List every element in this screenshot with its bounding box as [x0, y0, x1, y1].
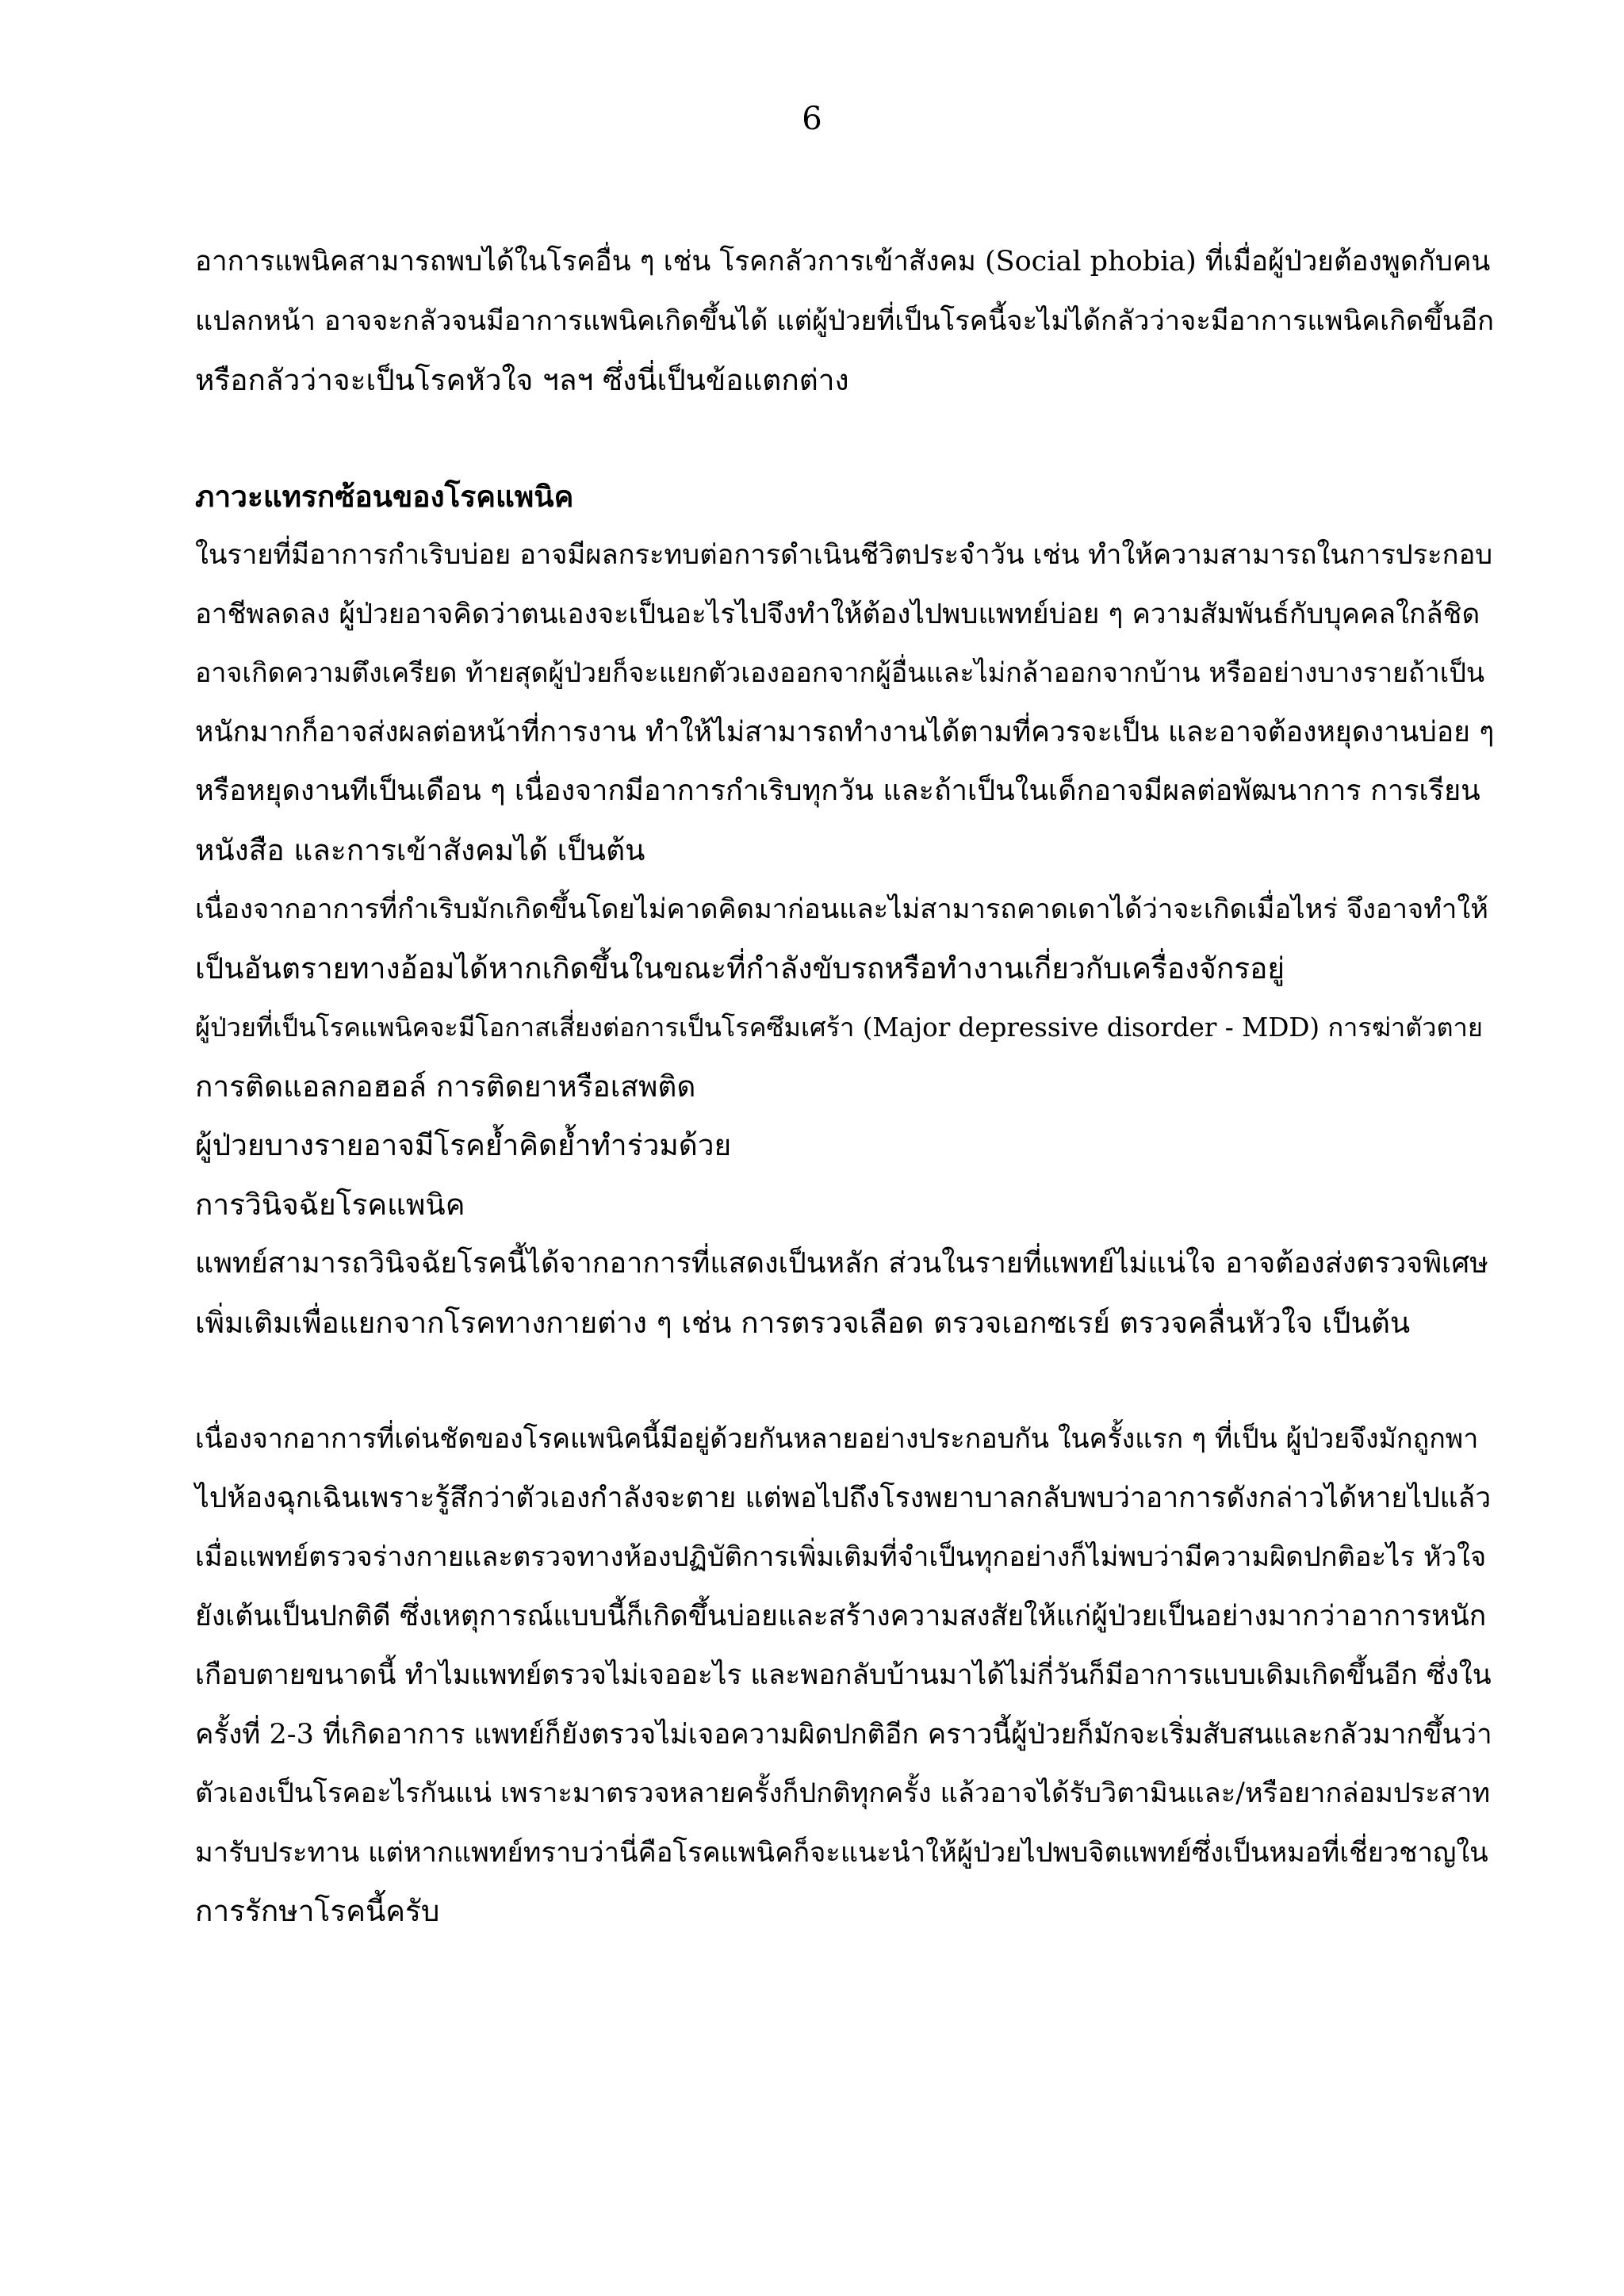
text-line: เนื่องจากอาการที่เด่นชัดของโรคแพนิคนี้มีอยู่ด้วยกันหลายอย่างประกอบกัน ในครั้งแรก ๆ ที่เป็น ผู้ป่วยจึงมักถูกพา	[195, 1423, 1479, 1455]
text-line: การรักษาโรคนี้ครับ	[195, 1894, 440, 1928]
text-line: อาการแพนิคสามารถพบได้ในโรคอื่น ๆ เช่น โรคกลัวการเข้าสังคม (Social phobia) ที่เมื่อผู้ป่วยต้องพูดกับคน	[195, 246, 1491, 277]
text-line: เกือบตายขนาดนี้ ทำไมแพทย์ตรวจไม่เจออะไร และพอกลับบ้านมาได้ไม่กี่วันก็มีอาการแบบเดิมเกิดขึ้นอีก ซึ่งใน	[195, 1659, 1492, 1691]
text-line: ตัวเองเป็นโรคอะไรกันแน่ เพราะมาตรวจหลายครั้งก็ปกติทุกครั้ง แล้วอาจได้รับวิตามินและ/หรือยากล่อมประสาท	[195, 1777, 1491, 1809]
text-line: หนังสือ และการเข้าสังคมได้ เป็นต้น	[195, 833, 645, 867]
text-line: หรือหยุดงานทีเป็นเดือน ๆ เนื่องจากมีอาการกำเริบทุกวัน และถ้าเป็นในเด็กอาจมีผลต่อพัฒนาการ การเรียน	[195, 775, 1480, 807]
text-line: อาชีพลดลง ผู้ป่วยอาจคิดว่าตนเองจะเป็นอะไรไปจึงทำให้ต้องไปพบแพทย์บ่อย ๆ ความสัมพันธ์กับบุคคลใกล้ชิด	[195, 599, 1480, 630]
text-line: ผู้ป่วยที่เป็นโรคแพนิคจะมีโอกาสเสี่ยงต่อการเป็นโรคซึมเศร้า (Major depressive disorder - MDD) การฆ่าตัวตาย	[195, 1012, 1483, 1043]
text-line: ครั้งที่ 2-3 ที่เกิดอาการ แพทย์ก็ยังตรวจไม่เจอความผิดปกติอีก คราวนี้ผู้ป่วยก็มักจะเริ่มสับสนและกลัวมากขึ้นว่า	[195, 1719, 1492, 1751]
text-line: ผู้ป่วยบางรายอาจมีโรคย้ำคิดย้ำทำร่วมด้วย	[195, 1128, 732, 1162]
text-line: แพทย์สามารถวินิจฉัยโรคนี้ได้จากอาการที่แสดงเป็นหลัก ส่วนในรายที่แพทย์ไม่แน่ใจ อาจต้องส่งตรวจพิเศษ	[195, 1247, 1488, 1280]
text-line: หนักมากก็อาจส่งผลต่อหน้าที่การงาน ทำให้ไม่สามารถทำงานได้ตามที่ควรจะเป็น และอาจต้องหยุดงานบ่อย ๆ	[195, 716, 1495, 748]
text-line: เป็นอันตรายทางอ้อมได้หากเกิดขึ้นในขณะที่กำลังขับรถหรือทำงานเกี่ยวกับเครื่องจักรอยู่	[195, 951, 1285, 985]
section-heading: ภาวะแทรกซ้อนของโรคแพนิค	[195, 479, 574, 514]
text-line: เพิ่มเติมเพื่อแยกจากโรคทางกายต่าง ๆ เช่น การตรวจเลือด ตรวจเอกซเรย์ ตรวจคลื่นหัวใจ เป็นต้น	[195, 1306, 1411, 1340]
text-line: เมื่อแพทย์ตรวจร่างกายและตรวจทางห้องปฏิบัติการเพิ่มเติมที่จำเป็นทุกอย่างก็ไม่พบว่ามีความผิดปกติอะไร หัวใจ	[195, 1541, 1487, 1573]
text-line: มารับประทาน แต่หากแพทย์ทราบว่านี่คือโรคแพนิคก็จะแนะนำให้ผู้ป่วยไปพบจิตแพทย์ซึ่งเป็นหมอที่เชี่ยวชาญใน	[195, 1837, 1488, 1869]
text-line: ในรายที่มีอาการกำเริบบ่อย อาจมีผลกระทบต่อการดำเนินชีวิตประจำวัน เช่น ทำให้ความสามารถในการประกอบ	[195, 539, 1493, 571]
text-line: การติดแอลกอฮอล์ การติดยาหรือเสพติด	[195, 1070, 696, 1104]
text-line: ไปห้องฉุกเฉินเพราะรู้สึกว่าตัวเองกำลังจะตาย แต่พอไปถึงโรงพยาบาลกลับพบว่าอาการดังกล่าวได้หายไปแล้ว	[195, 1482, 1492, 1514]
text-line: เนื่องจากอาการที่กำเริบมักเกิดขึ้นโดยไม่คาดคิดมาก่อนและไม่สามารถคาดเดาได้ว่าจะเกิดเมื่อไหร่ จึงอาจทำให้	[195, 894, 1488, 925]
text-line: หรือกลัวว่าจะเป็นโรคหัวใจ ฯลฯ ซึ่งนี่เป็นข้อแตกต่าง	[195, 363, 849, 397]
text-line: แปลกหน้า อาจจะกลัวจนมีอาการแพนิคเกิดขึ้นได้ แต่ผู้ป่วยที่เป็นโรคนี้จะไม่ได้กลัวว่าจะมีอาการแพนิคเกิดขึ้นอีก	[195, 305, 1495, 337]
page-number: 6	[802, 101, 822, 137]
text-line: อาจเกิดความตึงเครียด ท้ายสุดผู้ป่วยก็จะแยกตัวเองออกจากผู้อื่นและไม่กล้าออกจากบ้าน หรืออย่างบางรายถ้าเป็น	[195, 657, 1485, 689]
text-line: การวินิจฉัยโรคแพนิค	[195, 1188, 465, 1222]
text-line: ยังเต้นเป็นปกติดี ซึ่งเหตุการณ์แบบนี้ก็เกิดขึ้นบ่อยและสร้างความสงสัยให้แก่ผู้ป่วยเป็นอย่างมากว่าอาการหนัก	[195, 1600, 1487, 1632]
